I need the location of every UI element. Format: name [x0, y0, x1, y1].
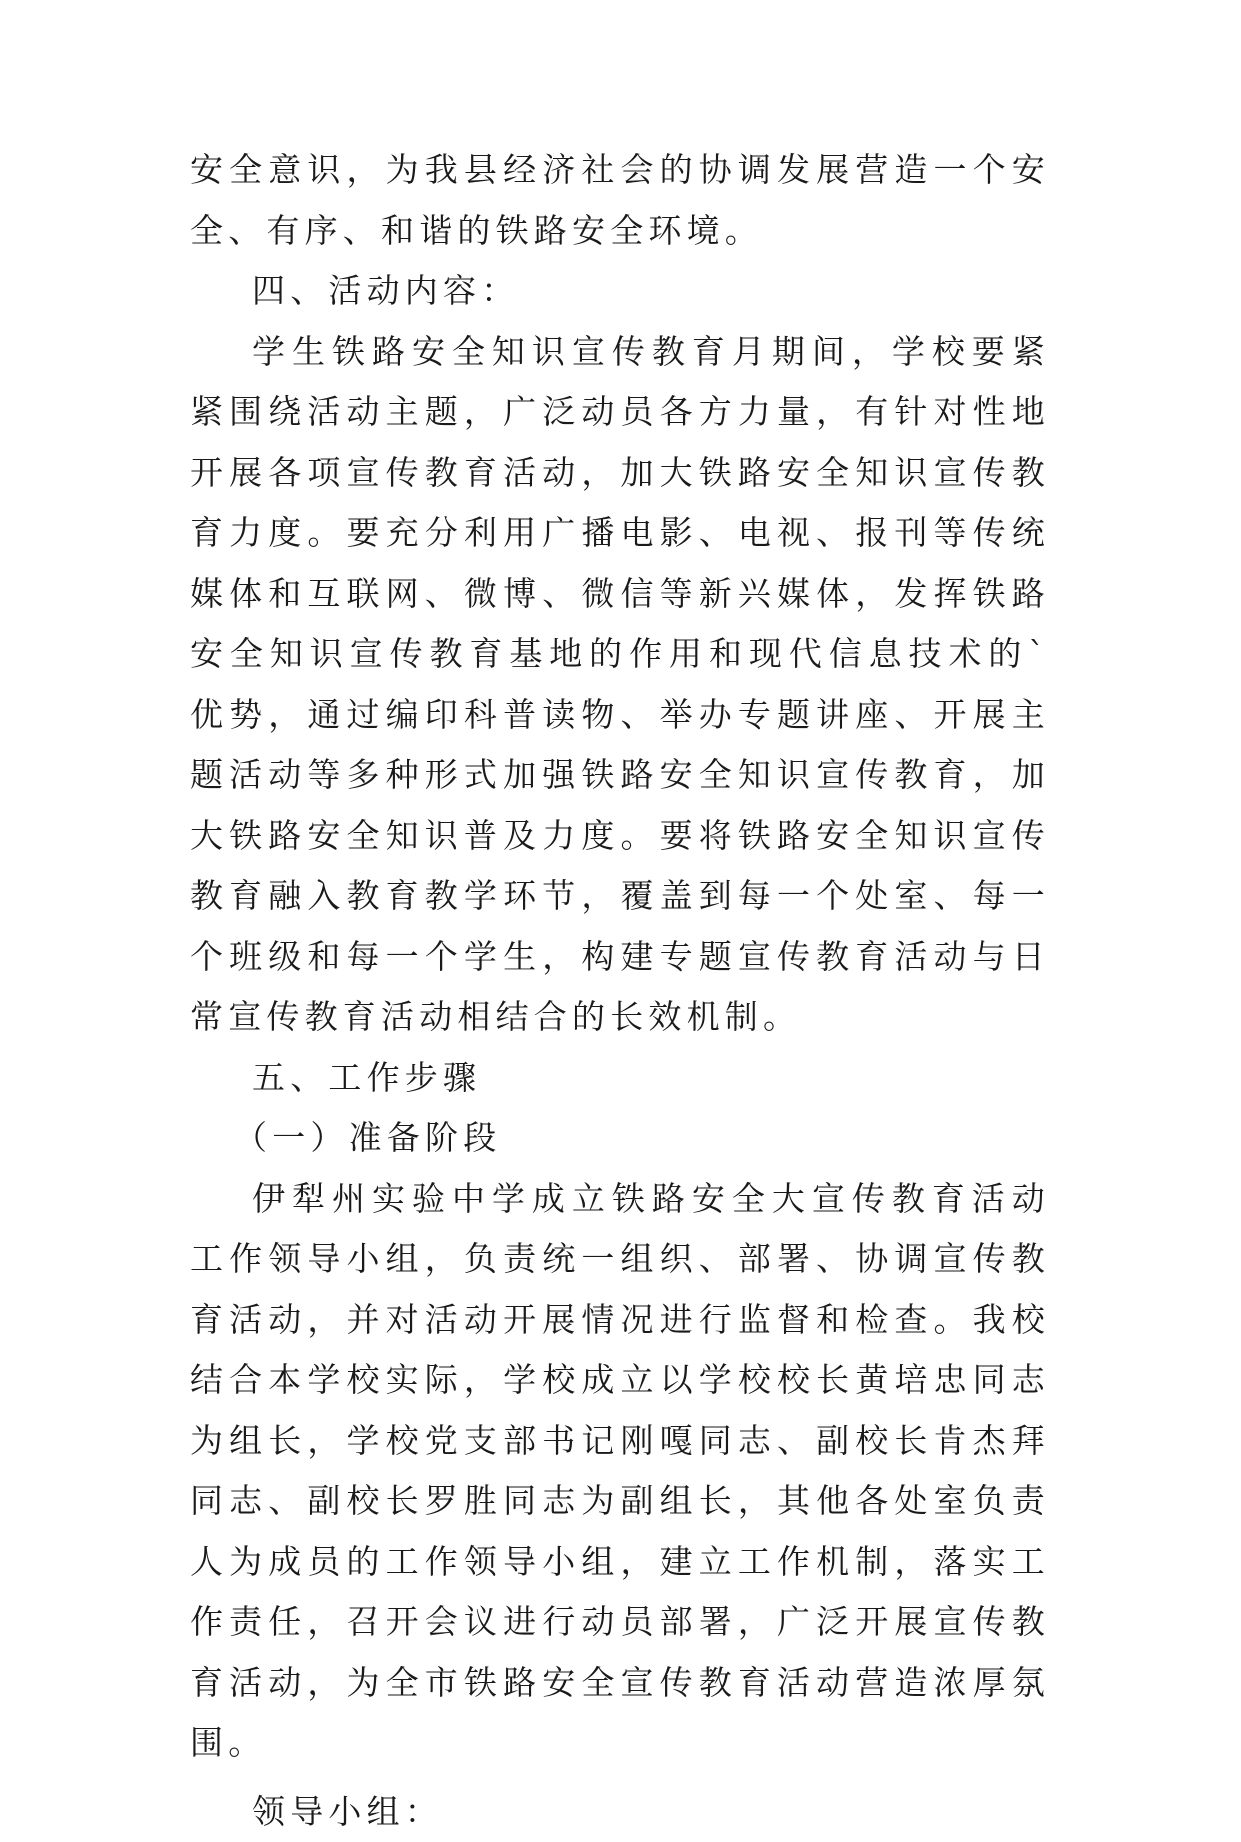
leader-group-label: 领导小组： — [190, 1782, 1050, 1842]
activity-content-paragraph: 学生铁路安全知识宣传教育月期间，学校要紧紧围绕活动主题，广泛动员各方力量，有针对性地开展各项宣传教育活动，加大铁路安全知识宣传教育力度。要充分利用广播电影、电视、报刊等传统媒体和互联网、微博、微信等新兴媒体，发挥铁路安全知识宣传教育基地的作用和现代信息技术的`优势，通过编印科普读物、举办专题讲座、开展主题活动等多种形式加强铁路安全知识宣传教育，加大铁路安全知识普及力度。要将铁路安全知识宣传教育融入教育教学环节，覆盖到每一个处室、每一个班级和每一个学生，构建专题宣传教育活动与日常宣传教育活动相结合的长效机制。 — [190, 322, 1050, 1048]
section-heading-activity-content: 四、活动内容： — [190, 261, 1050, 322]
continued-paragraph: 安全意识，为我县经济社会的协调发展营造一个安全、有序、和谐的铁路安全环境。 — [190, 140, 1050, 261]
subsection-heading-preparation: （一）准备阶段 — [190, 1108, 1050, 1169]
document-body — [190, 140, 1050, 1842]
preparation-paragraph: 伊犁州实验中学成立铁路安全大宣传教育活动工作领导小组，负责统一组织、部署、协调宣传教育活动，并对活动开展情况进行监督和检查。我校结合本学校实际，学校成立以学校校长黄培忠同志为组长，学校党支部书记刚嘎同志、副校长肯杰拜同志、副校长罗胜同志为副组长，其他各处室负责人为成员的工作领导小组，建立工作机制，落实工作责任，召开会议进行动员部署，广泛开展宣传教育活动，为全市铁路安全宣传教育活动营造浓厚氛围。 — [190, 1169, 1050, 1774]
section-heading-work-steps: 五、工作步骤 — [190, 1048, 1050, 1109]
